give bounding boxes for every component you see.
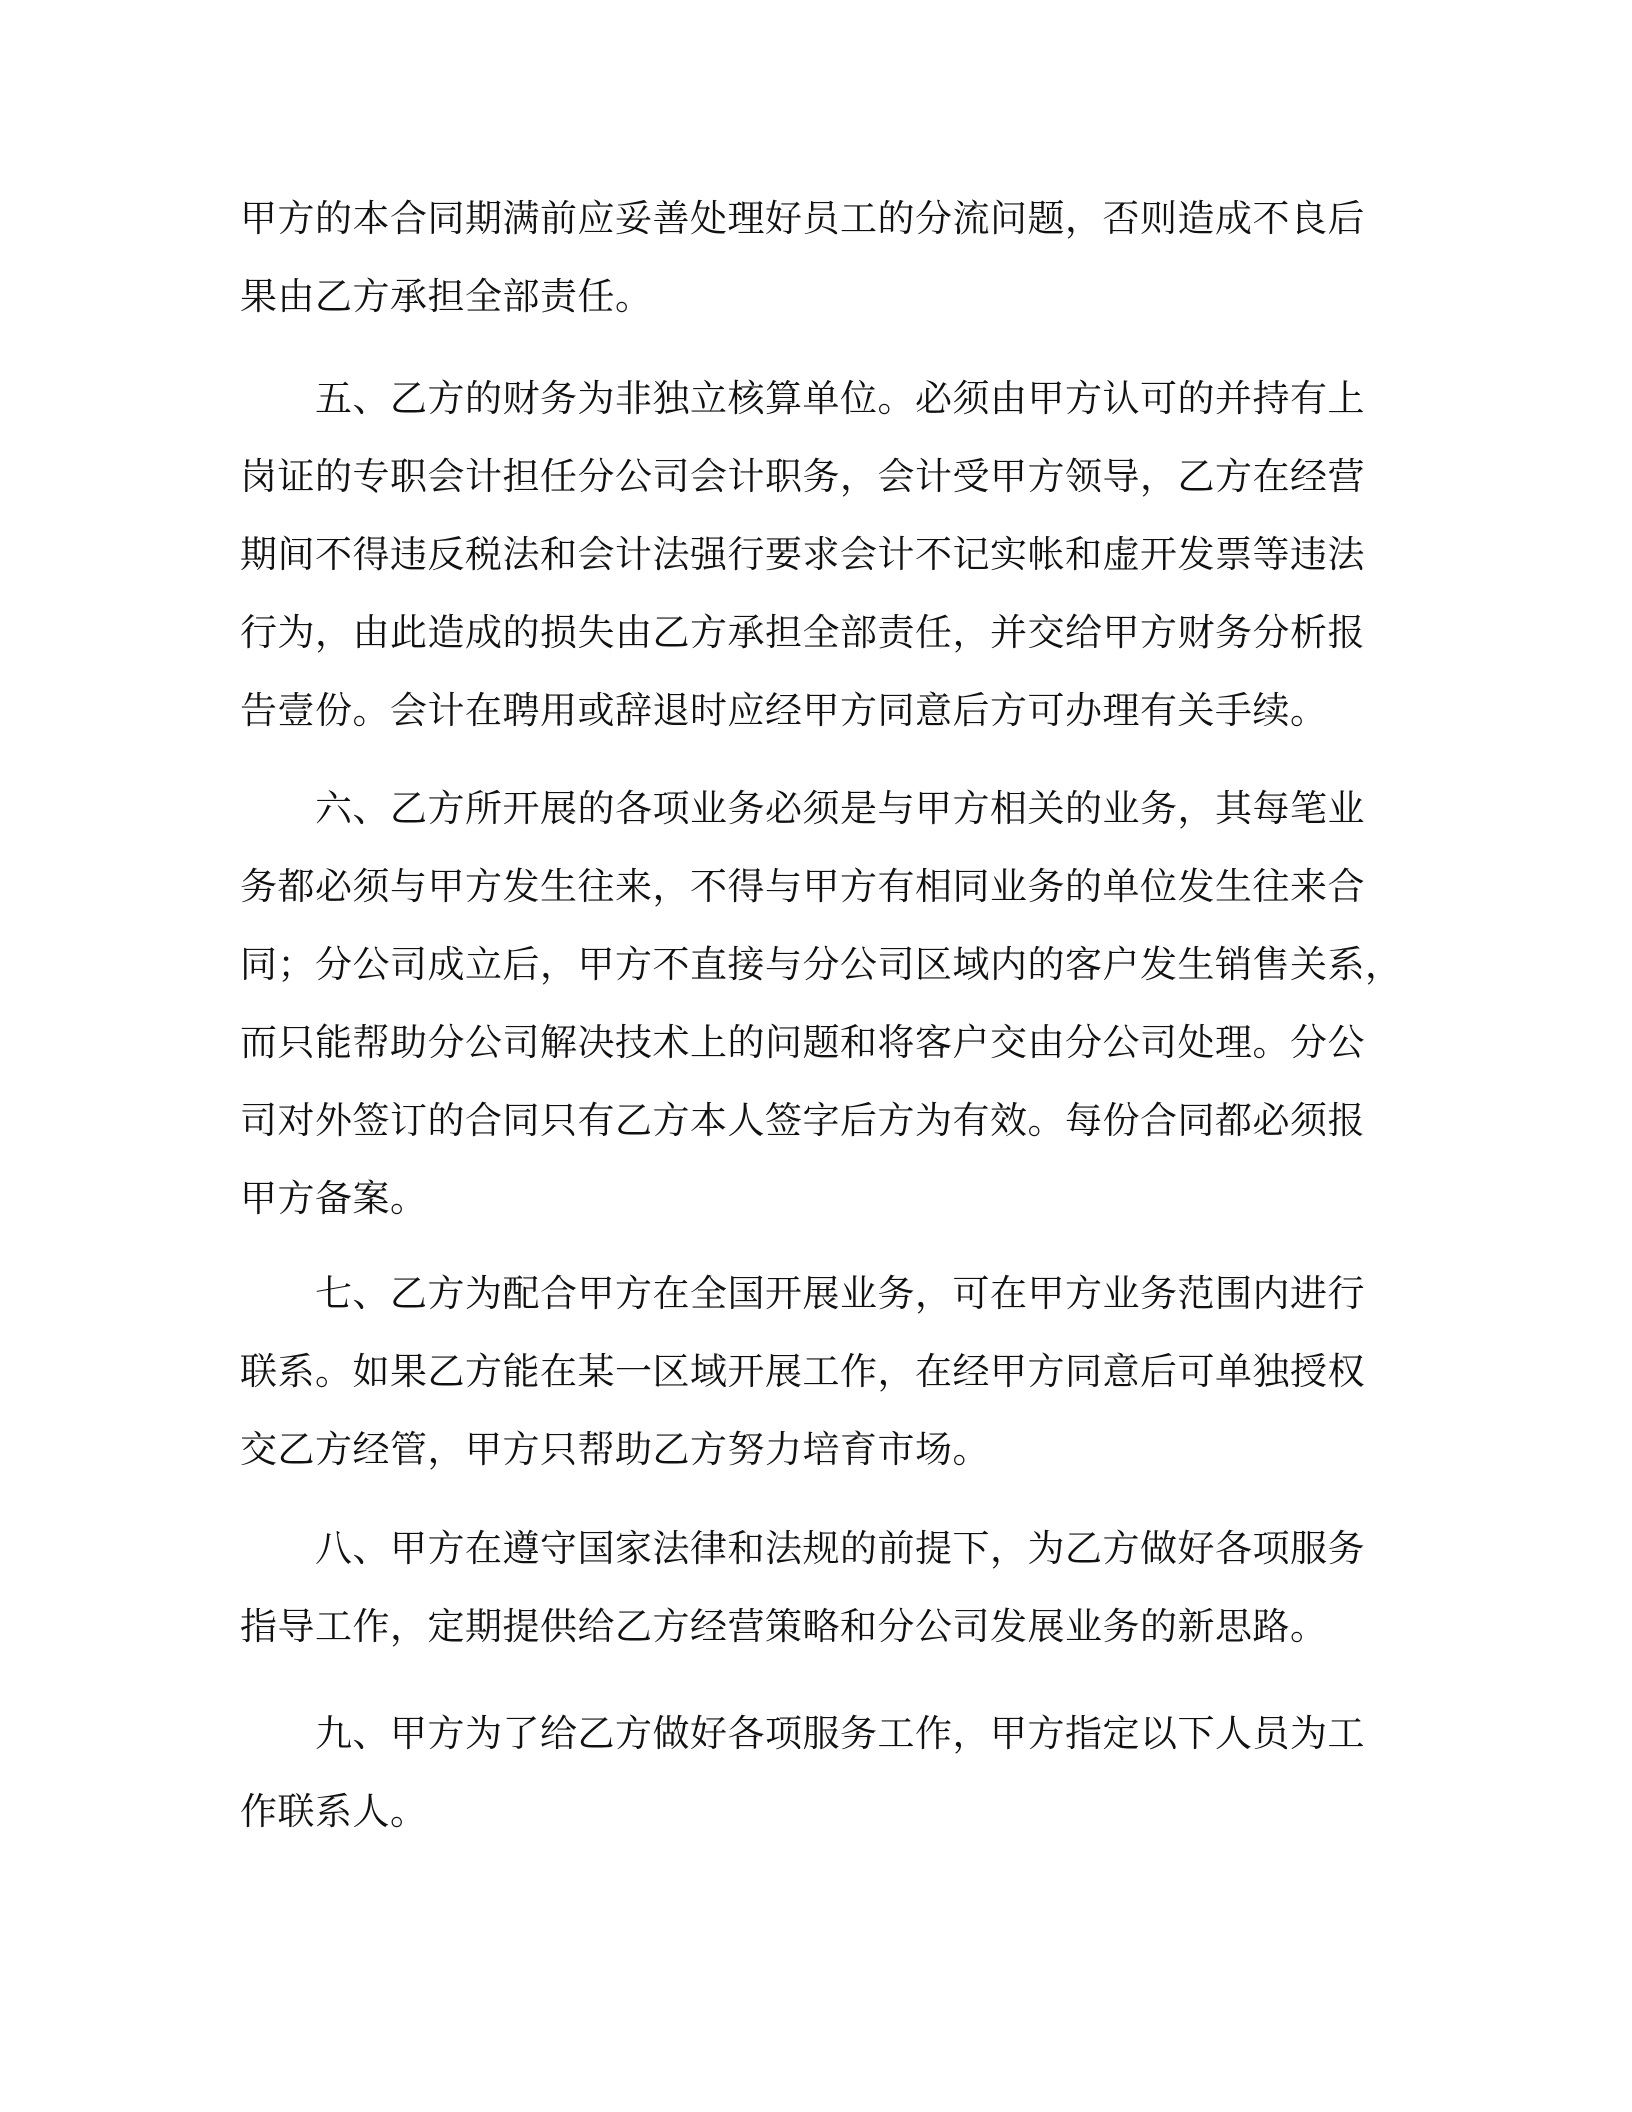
paragraph-line: 九、甲方为了给乙方做好各项服务工作，甲方指定以下人员为工 bbox=[315, 1712, 1365, 1755]
paragraph-line: 务都必须与甲方发生往来，不得与甲方有相同业务的单位发生往来合 bbox=[240, 865, 1365, 908]
clause-9-paragraph bbox=[240, 1695, 1365, 1851]
paragraph-line: 甲方的本合同期满前应妥善处理好员工的分流问题，否则造成不良后 bbox=[240, 197, 1365, 240]
paragraph-line: 五、乙方的财务为非独立核算单位。必须由甲方认可的并持有上 bbox=[315, 377, 1365, 420]
paragraph-line: 指导工作，定期提供给乙方经营策略和分公司发展业务的新思路。 bbox=[240, 1605, 1328, 1648]
paragraph-line: 司对外签订的合同只有乙方本人签字后方为有效。每份合同都必须报 bbox=[240, 1099, 1365, 1142]
paragraph-line: 告壹份。会计在聘用或辞退时应经甲方同意后方可办理有关手续。 bbox=[240, 689, 1328, 732]
paragraph-line: 七、乙方为配合甲方在全国开展业务，可在甲方业务范围内进行 bbox=[315, 1272, 1365, 1315]
clause-7-paragraph bbox=[240, 1255, 1365, 1489]
clause-6-paragraph bbox=[240, 770, 1403, 1238]
paragraph-line: 同；分公司成立后，甲方不直接与分公司区域内的客户发生销售关系， bbox=[240, 943, 1403, 986]
paragraph-continuation bbox=[240, 180, 1365, 336]
paragraph-line: 岗证的专职会计担任分公司会计职务，会计受甲方领导，乙方在经营 bbox=[240, 455, 1365, 498]
paragraph-line: 行为，由此造成的损失由乙方承担全部责任，并交给甲方财务分析报 bbox=[240, 611, 1365, 654]
paragraph-line: 联系。如果乙方能在某一区域开展工作，在经甲方同意后可单独授权 bbox=[240, 1350, 1365, 1393]
paragraph-line: 交乙方经管，甲方只帮助乙方努力培育市场。 bbox=[240, 1428, 990, 1471]
paragraph-line: 作联系人。 bbox=[240, 1790, 428, 1833]
paragraph-line: 六、乙方所开展的各项业务必须是与甲方相关的业务，其每笔业 bbox=[315, 787, 1365, 830]
paragraph-line: 期间不得违反税法和会计法强行要求会计不记实帐和虚开发票等违法 bbox=[240, 533, 1365, 576]
paragraph-line: 甲方备案。 bbox=[240, 1177, 428, 1220]
paragraph-line: 而只能帮助分公司解决技术上的问题和将客户交由分公司处理。分公 bbox=[240, 1021, 1365, 1064]
paragraph-line: 果由乙方承担全部责任。 bbox=[240, 275, 653, 318]
clause-8-paragraph bbox=[240, 1510, 1365, 1666]
paragraph-line: 八、甲方在遵守国家法律和法规的前提下，为乙方做好各项服务 bbox=[315, 1527, 1365, 1570]
clause-5-paragraph bbox=[240, 360, 1365, 750]
